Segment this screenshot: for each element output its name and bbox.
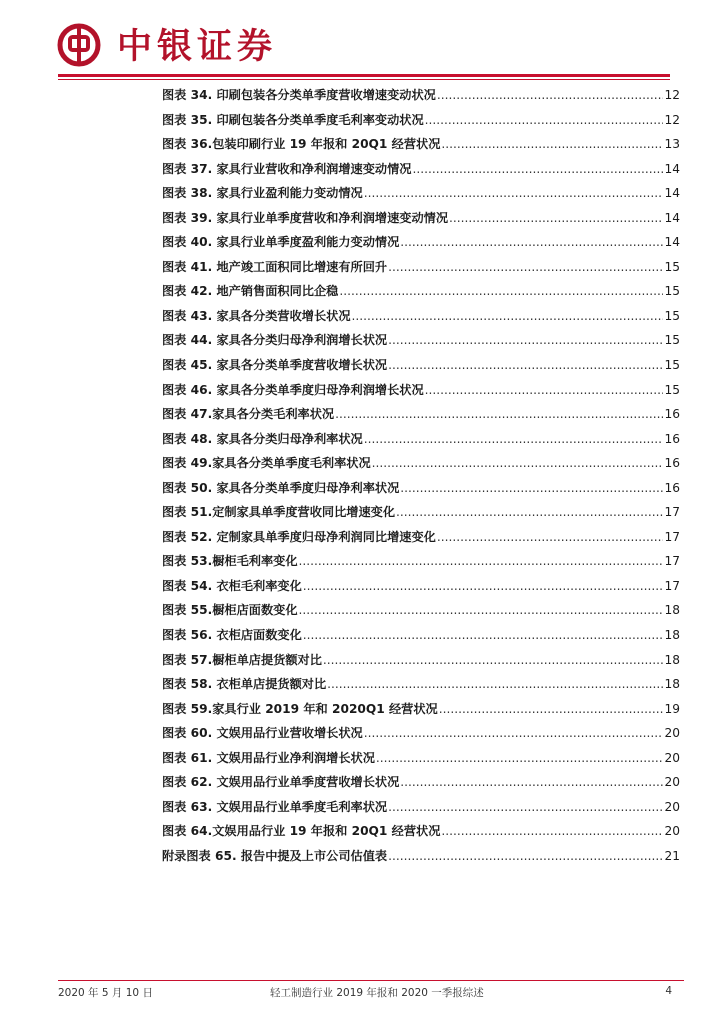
toc-entry-title: 图表 47.家具各分类毛利率状况 <box>162 407 335 422</box>
toc-dot-leader <box>388 260 663 274</box>
toc-entry-title: 图表 35. 印刷包装各分类单季度毛利率变动状况 <box>162 112 424 127</box>
toc-entry[interactable] <box>162 430 680 455</box>
toc-entry-title: 图表 41. 地产竣工面积同比增速有所回升 <box>162 259 388 274</box>
toc-entry-title: 图表 44. 家具各分类归母净利润增长状况 <box>162 333 388 348</box>
toc-entry-title: 图表 51.定制家具单季度营收同比增速变化 <box>162 505 396 520</box>
toc-entry[interactable] <box>162 135 680 160</box>
toc-entry-page: 16 <box>664 407 680 422</box>
toc-entry-title: 图表 62. 文娱用品行业单季度营收增长状况 <box>162 775 400 790</box>
toc-entry-page: 18 <box>664 652 680 667</box>
toc-entry[interactable] <box>162 749 680 774</box>
toc-entry-title: 图表 63. 文娱用品行业单季度毛利率状况 <box>162 799 388 814</box>
toc-dot-leader <box>372 456 664 470</box>
footer-report-title: 轻工制造行业 2019 年报和 2020 一季报综述 <box>270 987 484 999</box>
header-divider <box>58 74 670 77</box>
toc-entry-page: 15 <box>664 284 680 299</box>
toc-entry[interactable] <box>162 160 680 185</box>
toc-entry[interactable] <box>162 282 680 307</box>
toc-entry-page: 14 <box>664 235 680 250</box>
page-header <box>0 0 724 84</box>
toc-entry[interactable] <box>162 822 680 847</box>
toc-entry-title: 图表 38. 家具行业盈利能力变动情况 <box>162 186 363 201</box>
toc-entry-page: 14 <box>664 161 680 176</box>
bank-of-china-logo-icon <box>57 23 101 67</box>
header-divider-thin <box>58 79 670 80</box>
toc-dot-leader <box>376 751 664 765</box>
toc-entry-title: 图表 42. 地产销售面积同比企稳 <box>162 284 339 299</box>
toc-entry[interactable] <box>162 209 680 234</box>
toc-entry-page: 17 <box>664 554 680 569</box>
toc-entry-title: 图表 45. 家具各分类单季度营收增长状况 <box>162 358 388 373</box>
page-footer <box>58 985 672 1001</box>
toc-dot-leader <box>396 505 663 519</box>
toc-entry-title: 图表 61. 文娱用品行业净利润增长状况 <box>162 750 375 765</box>
toc-entry[interactable] <box>162 454 680 479</box>
toc-dot-leader <box>425 113 664 127</box>
toc-entry-page: 18 <box>664 603 680 618</box>
toc-dot-leader <box>364 726 664 740</box>
toc-entry[interactable] <box>162 111 680 136</box>
toc-dot-leader <box>388 849 663 863</box>
toc-dot-leader <box>299 603 664 617</box>
toc-entry[interactable] <box>162 601 680 626</box>
brand-name: 中银证券 <box>117 27 278 67</box>
toc-entry[interactable] <box>162 331 680 356</box>
toc-entry[interactable] <box>162 307 680 332</box>
toc-entry[interactable] <box>162 651 680 676</box>
toc-dot-leader <box>364 186 664 200</box>
toc-entry[interactable] <box>162 356 680 381</box>
toc-entry-page: 20 <box>664 824 680 839</box>
toc-entry-title: 图表 36.包装印刷行业 19 年报和 20Q1 经营状况 <box>162 137 441 152</box>
toc-entry-page: 14 <box>664 210 680 225</box>
toc-entry-title: 图表 54. 衣柜毛利率变化 <box>162 578 302 593</box>
toc-entry[interactable] <box>162 184 680 209</box>
toc-entry-page: 16 <box>664 431 680 446</box>
toc-entry-title: 图表 49.家具各分类单季度毛利率状况 <box>162 456 371 471</box>
toc-entry[interactable] <box>162 503 680 528</box>
toc-entry-title: 图表 57.橱柜单店提货额对比 <box>162 652 322 667</box>
toc-entry-title: 图表 52. 定制家具单季度归母净利润同比增速变化 <box>162 529 436 544</box>
toc-dot-leader <box>425 383 664 397</box>
toc-entry-page: 15 <box>664 333 680 348</box>
toc-entry-title: 图表 48. 家具各分类归母净利率状况 <box>162 431 363 446</box>
toc-entry-title: 图表 55.橱柜店面数变化 <box>162 603 298 618</box>
toc-dot-leader <box>339 284 663 298</box>
toc-dot-leader <box>364 432 664 446</box>
toc-entry[interactable] <box>162 847 680 872</box>
toc-entry-page: 13 <box>664 137 680 152</box>
toc-dot-leader <box>441 824 663 838</box>
toc-entry-page: 12 <box>664 112 680 127</box>
toc-dot-leader <box>400 481 663 495</box>
toc-entry[interactable] <box>162 258 680 283</box>
toc-dot-leader <box>323 653 664 667</box>
toc-entry[interactable] <box>162 626 680 651</box>
toc-entry-title: 图表 39. 家具行业单季度营收和净利润增速变动情况 <box>162 210 449 225</box>
toc-dot-leader <box>388 333 663 347</box>
toc-entry[interactable] <box>162 724 680 749</box>
toc-dot-leader <box>303 579 664 593</box>
toc-entry-title: 图表 58. 衣柜单店提货额对比 <box>162 677 327 692</box>
toc-entry-page: 20 <box>664 775 680 790</box>
toc-dot-leader <box>299 554 664 568</box>
toc-entry-title: 图表 64.文娱用品行业 19 年报和 20Q1 经营状况 <box>162 824 441 839</box>
toc-entry[interactable] <box>162 479 680 504</box>
toc-entry[interactable] <box>162 700 680 725</box>
toc-entry-title: 图表 59.家具行业 2019 年和 2020Q1 经营状况 <box>162 701 438 716</box>
toc-dot-leader <box>412 162 663 176</box>
toc-entry-title: 图表 60. 文娱用品行业营收增长状况 <box>162 726 363 741</box>
toc-entry-page: 17 <box>664 505 680 520</box>
footer-page-number: 4 <box>665 985 672 997</box>
toc-entry[interactable] <box>162 528 680 553</box>
toc-dot-leader <box>437 530 664 544</box>
toc-dot-leader <box>388 358 663 372</box>
toc-entry-page: 12 <box>664 88 680 102</box>
toc-entry[interactable] <box>162 552 680 577</box>
toc-entry[interactable] <box>162 577 680 602</box>
footer-divider <box>58 980 684 981</box>
toc-entry-title: 附录图表 65. 报告中提及上市公司估值表 <box>162 848 388 863</box>
toc-entry-page: 18 <box>664 677 680 692</box>
toc-entry[interactable] <box>162 233 680 258</box>
toc-entry-page: 15 <box>664 308 680 323</box>
toc-entry-page: 16 <box>664 456 680 471</box>
toc-entry-page: 16 <box>664 480 680 495</box>
toc-entry-title: 图表 37. 家具行业营收和净利润增速变动情况 <box>162 161 412 176</box>
toc-dot-leader <box>439 702 664 716</box>
toc-entry[interactable] <box>162 381 680 406</box>
toc-dot-leader <box>335 407 663 421</box>
toc-dot-leader <box>441 137 663 151</box>
toc-entry-page: 15 <box>664 382 680 397</box>
toc-entry-title: 图表 40. 家具行业单季度盈利能力变动情况 <box>162 235 400 250</box>
toc-entry-page: 20 <box>664 799 680 814</box>
toc-dot-leader <box>388 800 663 814</box>
toc-dot-leader <box>449 211 663 225</box>
toc-entry-title: 图表 46. 家具各分类单季度归母净利润增长状况 <box>162 382 424 397</box>
toc-entry-page: 20 <box>664 750 680 765</box>
toc-entry[interactable] <box>162 798 680 823</box>
toc-entry[interactable] <box>162 405 680 430</box>
toc-entry-page: 20 <box>664 726 680 741</box>
toc-entry-title: 图表 56. 衣柜店面数变化 <box>162 628 302 643</box>
toc-dot-leader <box>437 88 664 102</box>
toc-entry-title: 图表 53.橱柜毛利率变化 <box>162 554 298 569</box>
toc-entry-page: 21 <box>664 848 680 863</box>
toc-entry-page: 15 <box>664 358 680 373</box>
toc-entry[interactable] <box>162 86 680 111</box>
toc-entry-page: 18 <box>664 628 680 643</box>
toc-entry-page: 19 <box>664 701 680 716</box>
toc-dot-leader <box>327 677 663 691</box>
table-of-figures <box>162 86 680 872</box>
toc-dot-leader <box>303 628 664 642</box>
toc-entry-title: 图表 50. 家具各分类单季度归母净利率状况 <box>162 480 400 495</box>
toc-entry[interactable] <box>162 675 680 700</box>
toc-dot-leader <box>400 235 663 249</box>
toc-entry-page: 15 <box>664 259 680 274</box>
toc-entry-page: 17 <box>664 529 680 544</box>
footer-date: 2020 年 5 月 10 日 <box>58 987 153 999</box>
toc-entry-title: 图表 34. 印刷包装各分类单季度营收增速变动状况 <box>162 88 436 102</box>
toc-entry-page: 17 <box>664 578 680 593</box>
toc-entry-title: 图表 43. 家具各分类营收增长状况 <box>162 308 351 323</box>
toc-entry[interactable] <box>162 773 680 798</box>
toc-dot-leader <box>352 309 664 323</box>
toc-dot-leader <box>400 775 663 789</box>
toc-entry-page: 14 <box>664 186 680 201</box>
